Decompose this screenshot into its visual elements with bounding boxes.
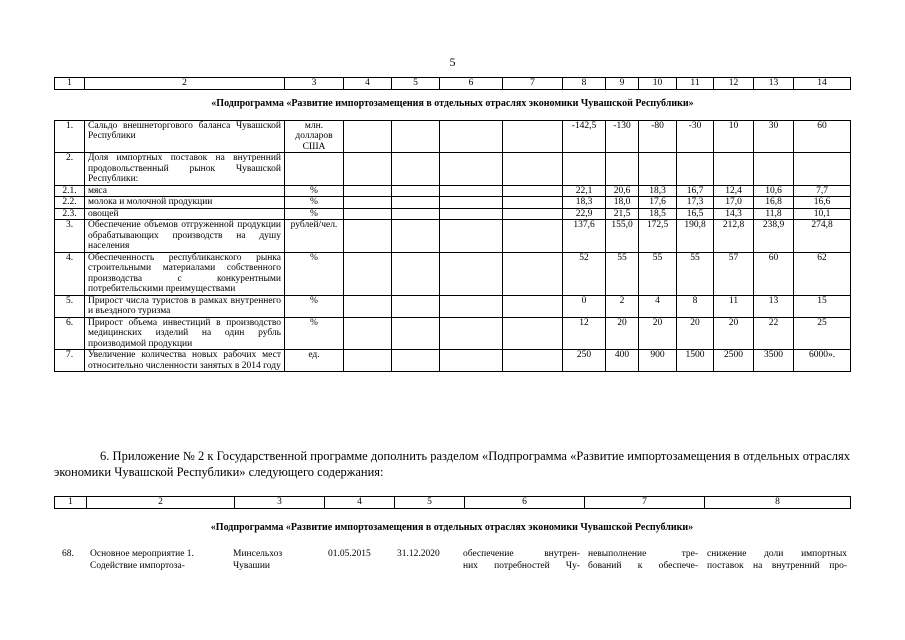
indicator-value: 22 (754, 317, 794, 350)
indicator-value: 7,7 (794, 185, 851, 197)
column-number: 12 (714, 78, 754, 90)
indicator-value: 20 (677, 317, 714, 350)
indicator-value: 172,5 (639, 220, 677, 253)
indicator-value: 10 (714, 120, 754, 153)
page-number: 5 (449, 55, 456, 69)
column-number: 6 (440, 78, 503, 90)
subprogram-title: «Подпрограмма «Развитие импортозамещения в отдельных отраслях экономики Чувашской Республики» (55, 89, 851, 120)
indicator-value: 155,0 (606, 220, 639, 253)
indicator-name: Увеличение количества новых рабочих мест относительно численности занятых в 2014 году (85, 350, 285, 372)
event-result: обеспечение внутрен- них потребностей Чу- (463, 549, 580, 571)
indicator-value: 62 (794, 252, 851, 295)
row-number: 4. (55, 252, 85, 295)
indicator-value: 10,1 (794, 208, 851, 220)
indicator-value: 30 (754, 120, 794, 153)
empty-cell (503, 153, 563, 186)
column-number: 1 (55, 78, 85, 90)
event-indicator-link: снижение доли импортных поставок на внутренний про- (707, 549, 847, 571)
indicator-value: 60 (754, 252, 794, 295)
indicator-value: 55 (677, 252, 714, 295)
indicator-row (55, 252, 851, 295)
indicator-value (639, 153, 677, 186)
empty-cell (344, 317, 392, 350)
empty-cell (392, 252, 440, 295)
indicator-name: Сальдо внешнеторгового баланса Чувашской Республики (85, 120, 285, 153)
row-number: 1. (55, 120, 85, 153)
indicator-value: 4 (639, 295, 677, 317)
column-number: 2 (87, 497, 235, 509)
unit: % (285, 252, 344, 295)
empty-cell (440, 252, 503, 295)
column-number: 10 (639, 78, 677, 90)
empty-cell (392, 220, 440, 253)
indicator-row (55, 208, 851, 220)
column-number: 8 (563, 78, 606, 90)
empty-cell (392, 350, 440, 372)
row-number: 2. (55, 153, 85, 186)
empty-cell (344, 295, 392, 317)
unit: ед. (285, 350, 344, 372)
indicator-value: 2500 (714, 350, 754, 372)
indicator-value: 18,3 (563, 197, 606, 209)
indicator-value: 20 (606, 317, 639, 350)
indicator-row (55, 317, 851, 350)
empty-cell (503, 252, 563, 295)
row-number: 2.1. (55, 185, 85, 197)
indicator-value: 22,9 (563, 208, 606, 220)
indicator-value: 55 (639, 252, 677, 295)
empty-cell (344, 153, 392, 186)
empty-cell (344, 208, 392, 220)
empty-cell (344, 350, 392, 372)
unit: % (285, 295, 344, 317)
indicator-value: 190,8 (677, 220, 714, 253)
indicator-value: 18,3 (639, 185, 677, 197)
indicator-name: молока и молочной продукции (85, 197, 285, 209)
indicator-value: 274,8 (794, 220, 851, 253)
empty-cell (503, 350, 563, 372)
empty-cell (440, 185, 503, 197)
indicator-value: 18,0 (606, 197, 639, 209)
column-number-row (55, 497, 851, 509)
indicator-name: Обеспеченность республиканского рынка строительными материалами собственного производства с конкурентными потребительскими преимуществами (85, 252, 285, 295)
column-number-row (55, 78, 851, 90)
row-number: 3. (55, 220, 85, 253)
column-number: 4 (325, 497, 395, 509)
unit: рублей/чел. (285, 220, 344, 253)
event-name: Основное мероприятие 1. Содействие импортоза- (90, 549, 194, 571)
unit (285, 153, 344, 186)
unit: % (285, 208, 344, 220)
empty-cell (344, 220, 392, 253)
indicator-name: Доля импортных поставок на внутренний продовольственный рынок Чувашской Республики: (85, 153, 285, 186)
indicator-value: -142,5 (563, 120, 606, 153)
subprogram-title-2: «Подпрограмма «Развитие импортозамещения в отдельных отраслях экономики Чувашской Республики» (210, 522, 694, 533)
indicator-value: 16,5 (677, 208, 714, 220)
column-number: 7 (585, 497, 705, 509)
row-number: 7. (55, 350, 85, 372)
column-number: 8 (705, 497, 851, 509)
indicator-row (55, 220, 851, 253)
indicator-row (55, 295, 851, 317)
indicator-value: 16,8 (754, 197, 794, 209)
event-end-date: 31.12.2020 (397, 549, 440, 559)
indicator-value: 12 (563, 317, 606, 350)
empty-cell (392, 295, 440, 317)
row-number: 2.3. (55, 208, 85, 220)
unit: млн. долларов США (285, 120, 344, 153)
empty-cell (503, 317, 563, 350)
indicator-row (55, 153, 851, 186)
empty-cell (392, 317, 440, 350)
indicator-value: -30 (677, 120, 714, 153)
indicator-value: 0 (563, 295, 606, 317)
event-executor: Минсельхоз Чувашии (233, 549, 283, 571)
indicator-name: Прирост объема инвестиций в производство медицинских изделий на один рубль производимой продукции (85, 317, 285, 350)
indicator-value: 18,5 (639, 208, 677, 220)
empty-cell (392, 153, 440, 186)
column-number: 6 (465, 497, 585, 509)
indicator-name: Обеспечение объемов отгруженной продукции обрабатывающих производств на душу населения (85, 220, 285, 253)
indicator-value (563, 153, 606, 186)
event-start-date: 01.05.2015 (328, 549, 371, 559)
indicator-value (677, 153, 714, 186)
column-number: 9 (606, 78, 639, 90)
empty-cell (503, 208, 563, 220)
events-table-header (54, 496, 851, 509)
indicator-value: 900 (639, 350, 677, 372)
indicator-value (754, 153, 794, 186)
indicator-value: 12,4 (714, 185, 754, 197)
indicator-value: 250 (563, 350, 606, 372)
indicator-value: 11 (714, 295, 754, 317)
indicator-value (794, 153, 851, 186)
empty-cell (503, 197, 563, 209)
empty-cell (440, 120, 503, 153)
column-number: 7 (503, 78, 563, 90)
indicator-value (606, 153, 639, 186)
indicator-value: -130 (606, 120, 639, 153)
row-number: 6. (55, 317, 85, 350)
empty-cell (440, 220, 503, 253)
column-number: 3 (285, 78, 344, 90)
indicator-row (55, 350, 851, 372)
indicator-value: 2 (606, 295, 639, 317)
column-number: 13 (754, 78, 794, 90)
empty-cell (440, 153, 503, 186)
indicator-value: 60 (794, 120, 851, 153)
indicator-value: -80 (639, 120, 677, 153)
empty-cell (392, 208, 440, 220)
empty-cell (440, 197, 503, 209)
indicator-value (714, 153, 754, 186)
indicator-value: 57 (714, 252, 754, 295)
indicator-value: 17,3 (677, 197, 714, 209)
column-number: 5 (392, 78, 440, 90)
indicator-value: 21,5 (606, 208, 639, 220)
column-number: 14 (794, 78, 851, 90)
indicator-value: 20,6 (606, 185, 639, 197)
column-number: 5 (395, 497, 465, 509)
indicator-row (55, 120, 851, 153)
indicator-value: 16,7 (677, 185, 714, 197)
indicator-value: 17,6 (639, 197, 677, 209)
indicator-value: 137,6 (563, 220, 606, 253)
row-number: 2.2. (55, 197, 85, 209)
indicator-name: Прирост числа туристов в рамках внутреннего и въездного туризма (85, 295, 285, 317)
indicator-value: 52 (563, 252, 606, 295)
indicator-row (55, 185, 851, 197)
indicator-value: 15 (794, 295, 851, 317)
indicator-value: 16,6 (794, 197, 851, 209)
column-number: 1 (55, 497, 87, 509)
empty-cell (344, 185, 392, 197)
column-number: 3 (235, 497, 325, 509)
row-number: 5. (55, 295, 85, 317)
indicator-value: 25 (794, 317, 851, 350)
empty-cell (344, 120, 392, 153)
indicator-value: 20 (639, 317, 677, 350)
empty-cell (503, 120, 563, 153)
event-number: 68. (62, 549, 74, 559)
empty-cell (440, 295, 503, 317)
indicator-value: 6000». (794, 350, 851, 372)
indicator-value: 20 (714, 317, 754, 350)
empty-cell (344, 252, 392, 295)
column-number: 2 (85, 78, 285, 90)
indicator-value: 22,1 (563, 185, 606, 197)
indicator-name: овощей (85, 208, 285, 220)
empty-cell (440, 317, 503, 350)
unit: % (285, 317, 344, 350)
indicator-value: 8 (677, 295, 714, 317)
indicators-table (54, 77, 851, 372)
empty-cell (392, 197, 440, 209)
amendment-paragraph: 6. Приложение № 2 к Государственной программе дополнить разделом «Подпрограмма «Развитие импортозамещения в отдельных отраслях экономики Чувашской Республики» следующего содержания: (54, 449, 850, 479)
indicator-value: 11,8 (754, 208, 794, 220)
indicator-value: 400 (606, 350, 639, 372)
indicator-value: 17,0 (714, 197, 754, 209)
empty-cell (503, 220, 563, 253)
indicator-name: мяса (85, 185, 285, 197)
empty-cell (344, 197, 392, 209)
column-number: 4 (344, 78, 392, 90)
empty-cell (503, 295, 563, 317)
indicator-value: 10,6 (754, 185, 794, 197)
unit: % (285, 197, 344, 209)
indicator-value: 14,3 (714, 208, 754, 220)
empty-cell (440, 208, 503, 220)
unit: % (285, 185, 344, 197)
indicator-value: 55 (606, 252, 639, 295)
empty-cell (392, 120, 440, 153)
indicator-value: 3500 (754, 350, 794, 372)
indicator-value: 212,8 (714, 220, 754, 253)
indicator-value: 1500 (677, 350, 714, 372)
empty-cell (392, 185, 440, 197)
indicator-row (55, 197, 851, 209)
event-consequence: невыполнение тре- бований к обеспече- (588, 549, 698, 571)
empty-cell (503, 185, 563, 197)
empty-cell (440, 350, 503, 372)
column-number: 11 (677, 78, 714, 90)
indicator-value: 13 (754, 295, 794, 317)
indicator-value: 238,9 (754, 220, 794, 253)
